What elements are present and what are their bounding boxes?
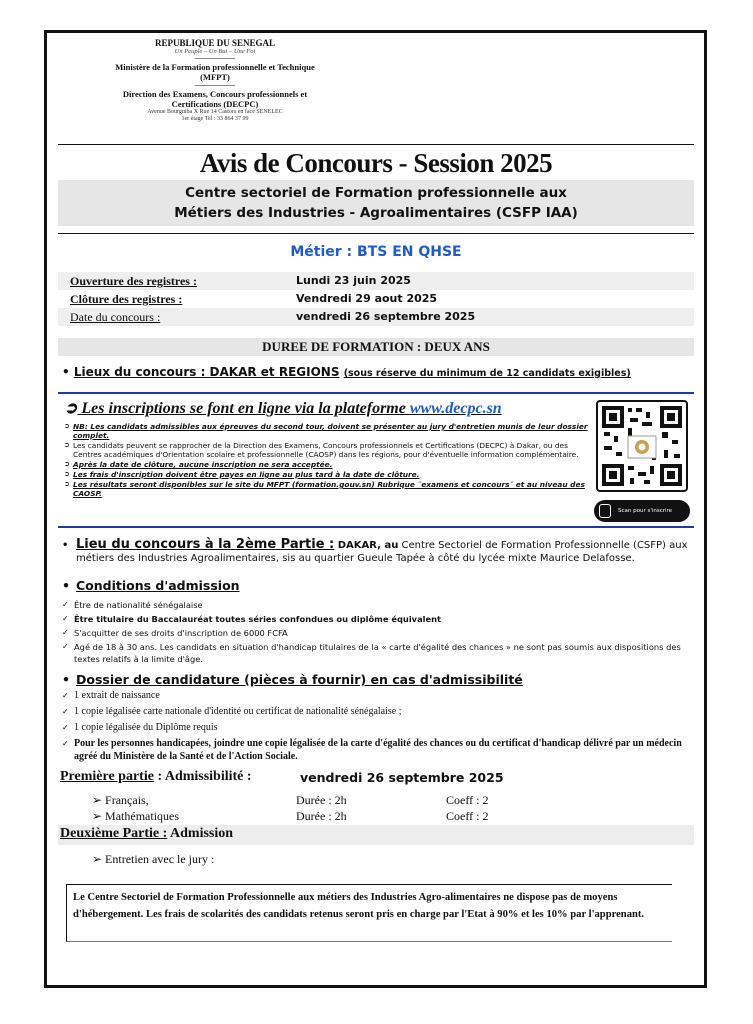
- list-item: [62, 689, 696, 702]
- list-item: [64, 470, 594, 479]
- deuxieme-partie-label: Deuxième Partie :: [60, 826, 168, 841]
- deuxieme-partie-suffix: Admission: [167, 826, 234, 841]
- national-motto: Un Peuple – Un But – Une Foi: [174, 48, 256, 55]
- check-icon: ✓: [62, 628, 69, 637]
- registre-value: Vendredi 29 aout 2025: [296, 292, 438, 305]
- metier-title: Métier : BTS EN QHSE: [290, 244, 462, 260]
- floor-telephone: 1er étage Tel : 33 864 37 99: [181, 116, 249, 122]
- letterhead: [60, 38, 370, 123]
- deuxieme-partie-title: [60, 826, 233, 842]
- divider: [195, 85, 235, 86]
- nb-lead: NB:: [73, 422, 88, 431]
- subject-row: [92, 852, 592, 866]
- phone-icon: [599, 504, 611, 518]
- conditions-list: [62, 599, 696, 665]
- divider: [58, 144, 694, 145]
- item-text: Les candidats peuvent se rapprocher de la Direction des Examens, Concours professionnels et Certifications (DECPC) à Dakar, ou des Centres académiques d'Orientation scolaire et professionnelle (CAOSP) dans les régions, pour d'éventuelle information complémentaire.: [73, 441, 579, 459]
- registre-label: Date du concours :: [70, 310, 161, 324]
- list-item: [62, 721, 696, 734]
- dossier-title: [62, 672, 696, 687]
- registre-label: Clôture des registres :: [70, 292, 183, 306]
- blue-divider: [58, 392, 694, 394]
- registre-row: [58, 272, 694, 290]
- decpc-link[interactable]: www.decpc.sn: [409, 400, 502, 417]
- centre-line-1: Centre sectoriel de Formation professionnelle aux: [185, 185, 567, 201]
- bullet-dot: •: [62, 365, 74, 379]
- arrow-icon: ➲: [64, 460, 70, 468]
- dossier-section: [62, 672, 696, 766]
- lieu-2e-label: Lieu du concours à la 2ème Partie :: [76, 537, 335, 552]
- subject-duration: Durée : 2h: [296, 809, 347, 823]
- divider: [58, 233, 694, 234]
- arrow-icon: ➲: [64, 441, 70, 449]
- qr-code-icon[interactable]: [596, 400, 688, 492]
- check-icon: ✓: [62, 691, 69, 700]
- lieux-note: (sous réserve du minimum de 12 candidats exigibles): [343, 368, 631, 379]
- premiere-partie-suffix: : Admissibilité :: [153, 769, 252, 784]
- blue-divider: [58, 526, 694, 528]
- item-text: S'acquitter de ses droits d'inscription de 6000 FCFA: [74, 628, 288, 638]
- premiere-partie-row: [58, 768, 694, 788]
- dossier-list: [62, 689, 696, 763]
- bullet-dot: •: [62, 578, 70, 593]
- item-text: Agé de 18 à 30 ans. Les candidats en situation d'handicap titulaires de la « carte d'égalité des chances » ne sont pas soumis aux dispositions des textes relatifs à la limite d'âge.: [74, 642, 681, 664]
- subject-duration: Durée : 2h: [296, 793, 347, 807]
- subject-coeff: Coeff : 2: [446, 793, 489, 807]
- entretien-item: ➢ Entretien avec le jury :: [92, 852, 215, 866]
- conditions-title-text: Conditions d'admission: [76, 578, 240, 593]
- list-item: [62, 599, 696, 611]
- inscriptions-section: [64, 398, 594, 499]
- conditions-section: [62, 578, 696, 667]
- list-item: [62, 737, 696, 763]
- address: Avenue Bourguiba X Rue 14 Castors en face SENELEC: [147, 109, 283, 115]
- inscriptions-title-text: Les inscriptions se font en ligne via la plateforme: [81, 400, 406, 417]
- list-item: [64, 422, 594, 440]
- subject-name: ➢ Français,: [92, 793, 149, 807]
- premiere-partie-label: Première partie: [60, 769, 154, 784]
- item-text: 1 copie légalisée du Diplôme requis: [74, 722, 218, 733]
- subject-row: [92, 809, 592, 823]
- bullet-dot: •: [62, 672, 70, 687]
- dossier-title-text: Dossier de candidature (pièces à fournir) en cas d'admissibilité: [76, 672, 523, 687]
- registre-row: [58, 308, 694, 326]
- ministry-name: Ministère de la Formation professionnelle et Technique (MFPT): [115, 62, 315, 82]
- arrow-icon: ➲: [64, 470, 70, 478]
- list-item: [62, 613, 696, 625]
- page-title: Avis de Concours - Session 2025: [199, 148, 553, 178]
- item-text: Être de nationalité sénégalaise: [74, 600, 203, 610]
- country-name: REPUBLIQUE DU SENEGAL: [154, 38, 276, 48]
- list-item: [64, 460, 594, 469]
- list-item: [64, 480, 594, 498]
- list-item: [64, 441, 594, 459]
- scan-label: Scan pour s'inscrire: [618, 508, 673, 514]
- registre-value: Lundi 23 juin 2025: [296, 274, 411, 287]
- subject-name: ➢ Mathématiques: [92, 809, 180, 823]
- lieu-2e-partie: [62, 538, 696, 565]
- registre-value: vendredi 26 septembre 2025: [296, 310, 476, 323]
- item-text: Être titulaire du Baccalauréat toutes séries confondues ou diplôme équivalent: [74, 614, 442, 624]
- registre-label: Ouverture des registres :: [70, 274, 197, 288]
- check-icon: ✓: [62, 600, 69, 609]
- list-item: [62, 641, 696, 665]
- divider: [195, 58, 235, 59]
- arrow-icon: ➲: [64, 400, 78, 417]
- list-item: [62, 627, 696, 639]
- lieu-2e-description: Centre Sectoriel de Formation Professionnelle (CSFP) aux métiers des Industries Agroalimentaires, sis au quartier Gueule Tapée à côté du lycée mixte Maurice Delafosse.: [76, 540, 688, 564]
- subject-coeff: Coeff : 2: [446, 809, 489, 823]
- deuxieme-partie-row: [58, 825, 694, 845]
- check-icon: ✓: [62, 723, 69, 732]
- premiere-partie-title: [60, 769, 252, 785]
- item-text: Pour les personnes handicapées, joindre une copie légalisée de la carte d'égalité des chances ou du certificat d'handicap délivré par un médecin agréé du Ministère de la Santé et de l'Action Sociale.: [74, 738, 682, 762]
- centre-line-2: Métiers des Industries - Agroalimentaires (CSFP IAA): [174, 205, 578, 221]
- check-icon: ✓: [62, 739, 69, 748]
- registre-row: [58, 290, 694, 308]
- bullet-dot: •: [62, 540, 69, 551]
- list-item: [62, 705, 696, 718]
- item-text: 1 extrait de naissance: [74, 690, 160, 701]
- item-text: 1 copie légalisée carte nationale d'identité ou certificat de nationalité sénégalaise ;: [74, 706, 402, 717]
- check-icon: ✓: [62, 707, 69, 716]
- inscriptions-list: [64, 422, 594, 498]
- lieux-label: Lieux du concours : DAKAR et REGIONS: [73, 365, 340, 379]
- check-icon: ✓: [62, 642, 69, 651]
- subject-row: [92, 793, 592, 807]
- item-text: Les candidats admissibles aux épreuves du second tour, doivent se présenter au jury d'entretien munis de leur dossier complet.: [73, 422, 588, 440]
- qr-code-graphic: [602, 406, 682, 486]
- check-icon: ✓: [62, 614, 69, 623]
- hebergement-note: Le Centre Sectoriel de Formation Professionnelle aux métiers des Industries Agro-alimentaires ne dispose pas de moyens d'hébergement. Les frais de scolarités des candidats retenus seront pris en charge par l'Etat à 90% et les 10% par l'apprenant.: [66, 884, 672, 942]
- item-text: Les frais d'inscription doivent être payes en ligne au plus tard à la date de clôture.: [73, 470, 420, 479]
- inscriptions-title: [64, 398, 594, 418]
- arrow-icon: ➲: [64, 422, 70, 430]
- lieu-2e-city: DAKAR, au: [334, 540, 399, 551]
- scan-button[interactable]: [594, 500, 690, 522]
- item-text: Après la date de clôture, aucune inscription ne sera acceptée.: [73, 460, 333, 469]
- direction-name: Direction des Examens, Concours professionnels et Certifications (DECPC): [122, 89, 308, 109]
- arrow-icon: ➲: [64, 480, 70, 488]
- lieu-2e-text: [62, 538, 696, 565]
- conditions-title: [62, 578, 696, 593]
- duree-formation: DUREE DE FORMATION : DEUX ANS: [58, 338, 694, 356]
- lieux-concours: [62, 365, 696, 379]
- item-text: Les résultats seront disponibles sur le site du MFPT (formation.gouv.sn) Rubrique ¨examens et concours¨ et au niveau des CAOSP.: [73, 480, 585, 498]
- premiere-partie-date: vendredi 26 septembre 2025: [300, 770, 504, 785]
- centre-name-box: [58, 180, 694, 226]
